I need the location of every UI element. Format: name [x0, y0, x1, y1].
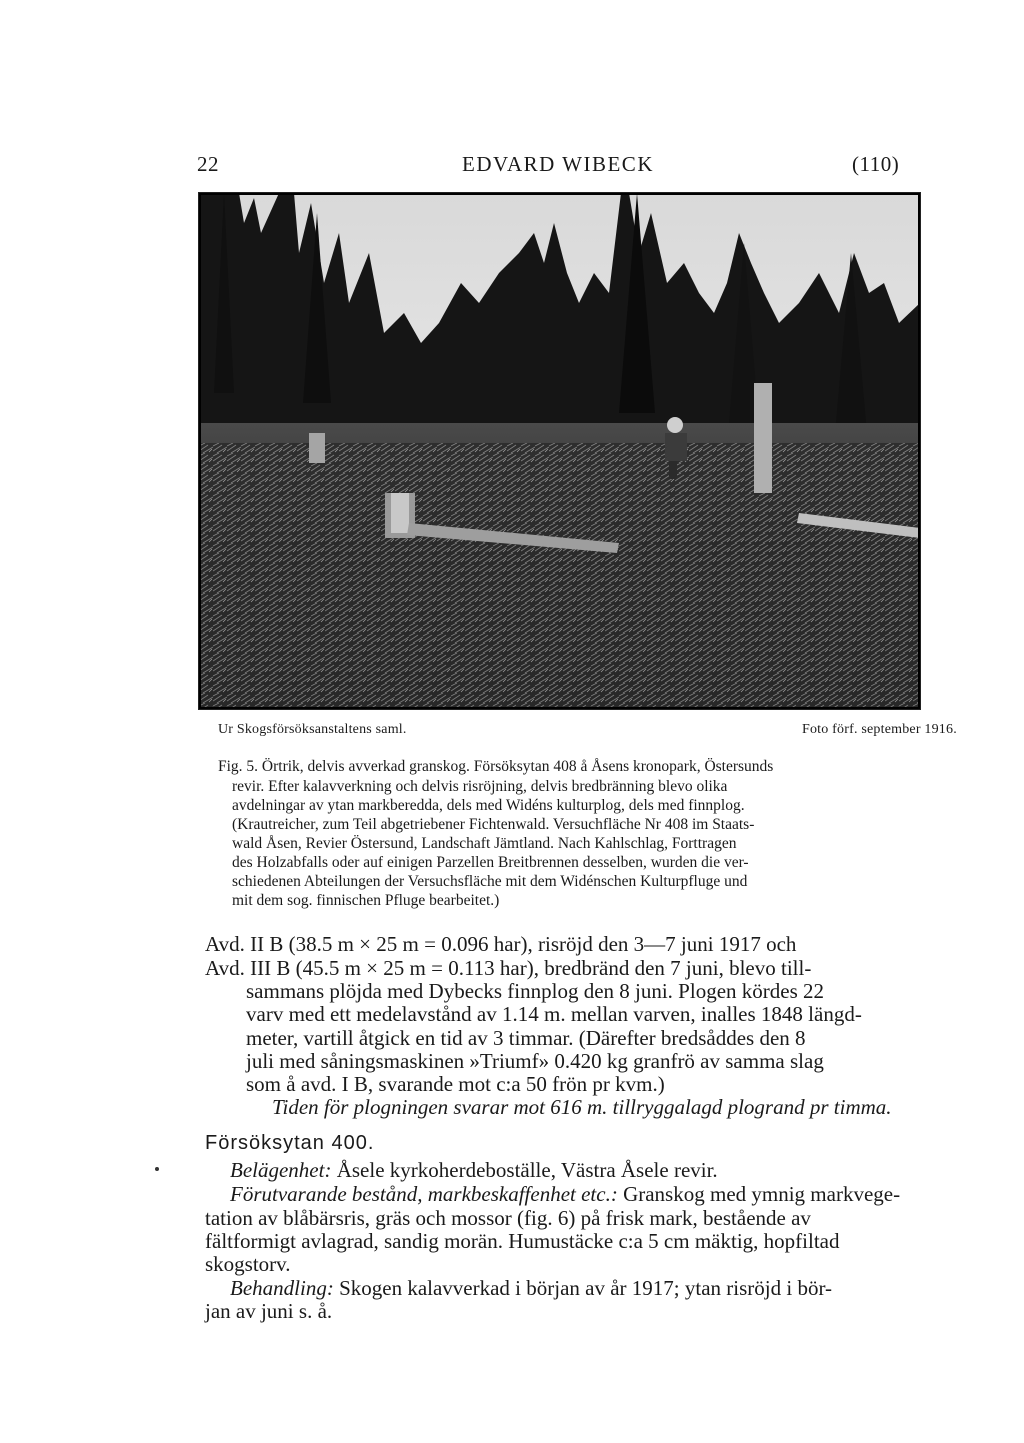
paragraph-line: som å avd. I B, svarande mot c:a 50 frön pr kvm.) [246, 1072, 665, 1096]
caption-line: revir. Efter kalavverkning och delvis risröjning, delvis bredbränning blevo olika [232, 778, 728, 795]
caption-line: avdelningar av ytan markberedda, dels med Widéns kulturplog, dels med finnplog. [232, 797, 745, 814]
belagenhet-text: Åsele kyrkoherdeboställe, Västra Åsele revir. [336, 1158, 718, 1182]
italic-note: Tiden för plogningen svarar mot 616 m. tillryggalagd plogrand pr timma. [272, 1095, 892, 1119]
caption-line: schiedenen Abteilungen der Versuchsfläche mit dem Widénschen Kulturpfluge und [232, 873, 748, 890]
behandling-label: Behandling: [230, 1276, 334, 1300]
caption-line: mit dem sog. finnischen Pfluge bearbeitet.) [232, 892, 500, 909]
belagenhet-label: Belägenhet: [230, 1158, 332, 1182]
forutvarande-text: Granskog med ymnig markvege- [623, 1182, 901, 1206]
paragraph-line: juli med såningsmaskinen »Triumf» 0.420 kg granfrö av samma slag [246, 1049, 824, 1073]
paragraph-line: tation av blåbärsris, gräs och mossor (fig. 6) på frisk mark, bestående av [205, 1206, 811, 1230]
behandling-text: Skogen kalavverkad i början av år 1917; ytan risröjd i bör- [339, 1276, 833, 1300]
forutvarande-line [230, 1183, 919, 1206]
section-number: (110) [852, 152, 900, 176]
paragraph-line: fältformigt avlagrad, sandig morän. Humustäcke c:a 5 cm mäktig, hopfiltad [205, 1229, 840, 1253]
caption-line: (Krautreicher, zum Teil abgetriebener Fichtenwald. Versuchfläche Nr 408 im Staats- [232, 816, 755, 833]
running-title: EDVARD WIBECK [462, 152, 654, 176]
photo-date-credit: Foto förf. september 1916. [802, 722, 957, 737]
paragraph-line: Avd. III B (45.5 m × 25 m = 0.113 har), bredbränd den 7 juni, blevo till- [205, 956, 812, 980]
section-heading: Försöksytan 400. [205, 1132, 375, 1154]
behandling-line [230, 1277, 919, 1300]
paragraph-line: Avd. II B (38.5 m × 25 m = 0.096 har), risröjd den 3—7 juni 1917 och [205, 932, 797, 956]
photo-source-credit: Ur Skogsförsöksanstaltens saml. [218, 722, 407, 737]
paragraph-line: varv med ett medelavstånd av 1.14 m. mellan varven, inalles 1848 längd- [246, 1002, 862, 1026]
belagenhet-line [230, 1159, 919, 1182]
margin-dot [155, 1167, 159, 1171]
paragraph-line: skogstorv. [205, 1252, 291, 1276]
page-number: 22 [197, 152, 219, 176]
forutvarande-label: Förutvarande bestånd, markbeskaffenhet etc.: [230, 1182, 618, 1206]
caption-line: Fig. 5. Örtrik, delvis avverkad granskog. Försöksytan 408 å Åsens kronopark, Östersunds [218, 758, 774, 775]
forest-photograph [198, 192, 921, 710]
paragraph-line: jan av juni s. å. [205, 1299, 333, 1323]
paragraph-line: sammans plöjda med Dybecks finnplog den 8 juni. Plogen kördes 22 [246, 979, 825, 1003]
caption-line: des Holzabfalls oder auf einigen Parzellen Breitbrennen desselben, wurden die ver- [232, 854, 749, 871]
caption-line: wald Åsen, Revier Östersund, Landschaft Jämtland. Nach Kahlschlag, Forttragen [232, 835, 737, 852]
paragraph-line: meter, vartill åtgick en tid av 3 timmar. (Därefter bredsåddes den 8 [246, 1026, 806, 1050]
